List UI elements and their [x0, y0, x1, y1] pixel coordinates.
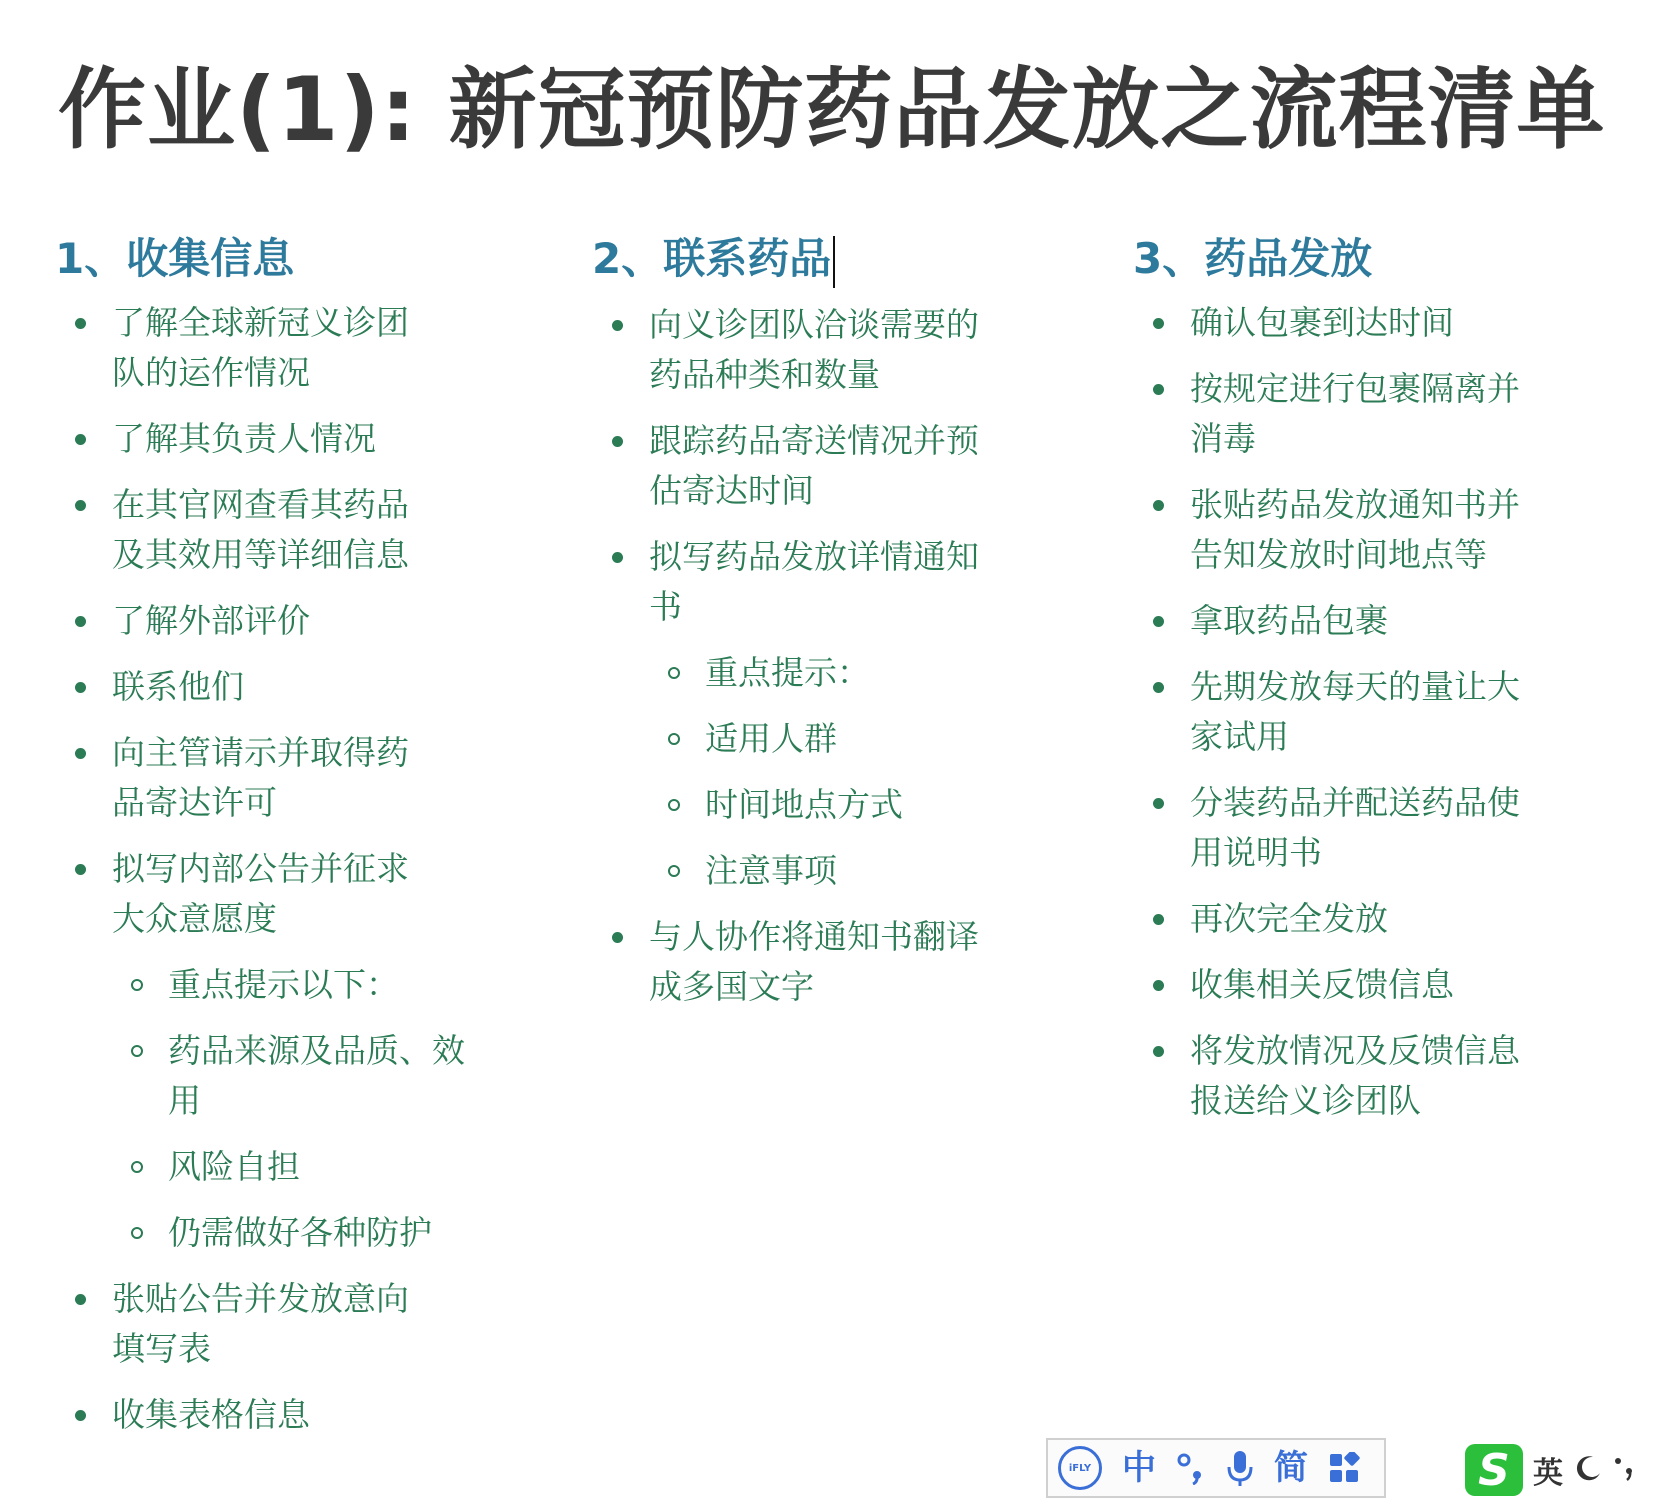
- column-heading: 1、收集信息: [55, 234, 295, 283]
- sogou-logo[interactable]: S: [1465, 1444, 1523, 1496]
- ime-toolbar: [1046, 1438, 1386, 1498]
- text-cursor: [833, 236, 835, 288]
- input-mode-button[interactable]: 中: [1122, 1448, 1156, 1488]
- list-item: 张贴公告并发放意向填写表: [55, 1274, 437, 1374]
- microphone-icon[interactable]: [1226, 1449, 1254, 1487]
- list-item: 向主管请示并取得药品寄达许可: [55, 728, 437, 828]
- sub-list-item: 风险自担: [55, 1142, 468, 1192]
- column-heading: 3、药品发放: [1133, 234, 1373, 283]
- language-mode-button[interactable]: 英: [1533, 1456, 1563, 1491]
- list-item: 拿取药品包裹: [1133, 596, 1528, 646]
- list-item: 了解全球新冠义诊团队的运作情况: [55, 298, 437, 398]
- list-item: 将发放情况及反馈信息报送给义诊团队: [1133, 1026, 1528, 1126]
- slide-title: 作业(1): 新冠预防药品发放之流程清单: [58, 58, 1606, 161]
- sub-list-item: 适用人群: [592, 714, 995, 764]
- item-list: [592, 300, 1032, 1012]
- punctuation-icon[interactable]: [1613, 1453, 1635, 1487]
- column-heading[interactable]: [592, 226, 1032, 288]
- list-item: 确认包裹到达时间: [1133, 298, 1528, 348]
- list-item: 与人协作将通知书翻译成多国文字: [592, 912, 989, 1012]
- moon-icon[interactable]: [1573, 1453, 1603, 1487]
- sub-list-item: 仍需做好各种防护: [55, 1208, 468, 1258]
- list-item: 张贴药品发放通知书并告知发放时间地点等: [1133, 480, 1528, 580]
- sub-list-item: 重点提示以下：: [55, 960, 468, 1010]
- sub-list-item: 重点提示：: [592, 648, 995, 698]
- list-item: 分装药品并配送药品使用说明书: [1133, 778, 1528, 878]
- column-contact-medicine: [592, 226, 1032, 1028]
- list-item: 再次完全发放: [1133, 894, 1528, 944]
- column-distribute-medicine: [1133, 226, 1573, 1142]
- list-item: 向义诊团队洽谈需要的药品种类和数量: [592, 300, 989, 400]
- list-item: 先期发放每天的量让大家试用: [1133, 662, 1528, 762]
- list-item: 跟踪药品寄送情况并预估寄达时间: [592, 416, 989, 516]
- sub-list-item: 药品来源及品质、效用: [55, 1026, 468, 1126]
- list-item: 在其官网查看其药品及其效用等详细信息: [55, 480, 437, 580]
- item-list: [55, 298, 495, 1440]
- list-item: 按规定进行包裹隔离并消毒: [1133, 364, 1528, 464]
- sub-list-item: 时间地点方式: [592, 780, 995, 830]
- list-item: 拟写内部公告并征求大众意愿度: [55, 844, 437, 944]
- list-item: 收集相关反馈信息: [1133, 960, 1528, 1010]
- list-item: 了解外部评价: [55, 596, 437, 646]
- item-list: [1133, 298, 1573, 1126]
- sub-list-item: 注意事项: [592, 846, 995, 896]
- script-toggle-button[interactable]: 简: [1274, 1448, 1308, 1488]
- list-item: 拟写药品发放详情通知书: [592, 532, 989, 632]
- punctuation-icon[interactable]: [1176, 1451, 1206, 1485]
- grid-apps-icon[interactable]: [1328, 1452, 1360, 1484]
- list-item: 收集表格信息: [55, 1390, 437, 1440]
- ifly-logo[interactable]: iFLY: [1058, 1446, 1102, 1490]
- column-collect-info: [55, 226, 495, 1456]
- sogou-ime-bar: [1465, 1442, 1655, 1498]
- column-heading-text: 2、联系药品: [592, 234, 832, 283]
- list-item: 了解其负责人情况: [55, 414, 437, 464]
- list-item: 联系他们: [55, 662, 437, 712]
